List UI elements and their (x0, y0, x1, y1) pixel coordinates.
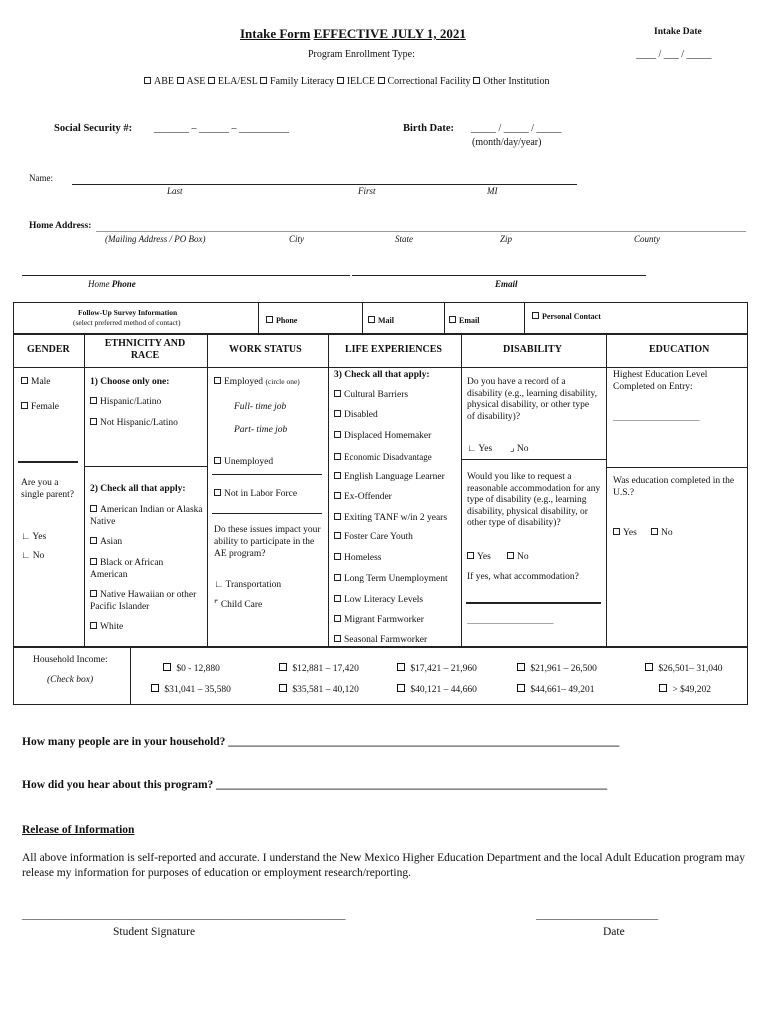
program-options (144, 76, 549, 88)
disability-divider (466, 602, 601, 604)
income-option-7[interactable]: $35,581 – 40,120 (279, 684, 359, 696)
work-unemployed[interactable]: Unemployed (214, 457, 273, 468)
checkbox-icon (651, 528, 658, 535)
life-cultural-barriers[interactable]: Cultural Barriers (334, 390, 408, 401)
checkbox-icon (21, 402, 28, 409)
education-level-question: Highest Education Level Completed on Entry: (613, 370, 708, 392)
income-option-3[interactable]: $17,421 – 21,960 (397, 663, 477, 675)
phone-label: Home Phone (88, 279, 136, 289)
checkbox-icon (214, 457, 221, 464)
checkbox-icon (334, 574, 341, 581)
form-title-main: Intake Form (240, 26, 311, 41)
home-address-field[interactable] (96, 231, 746, 232)
checkbox-icon (266, 316, 273, 323)
address-zip-label: Zip (500, 234, 513, 244)
form-title (240, 26, 466, 42)
phone-field[interactable] (22, 275, 350, 276)
barrier-child-care[interactable]: ⌜ Child Care (214, 600, 263, 610)
income-option-2[interactable]: $12,881 – 17,420 (279, 663, 359, 675)
checkbox-icon (151, 684, 159, 692)
checkbox-icon (334, 615, 341, 622)
checkbox-icon (334, 410, 341, 417)
disability-record-no[interactable]: ⌟ No (510, 444, 529, 454)
education-us-yes[interactable]: Yes (613, 528, 637, 539)
checkbox-icon (334, 390, 341, 397)
home-address-label: Home Address: (29, 221, 92, 231)
accommodation-field[interactable]: _________________________ (467, 616, 554, 625)
race-q2: 2) Check all that apply: (90, 484, 186, 494)
checkbox-icon (177, 77, 184, 84)
checkbox-icon (90, 558, 97, 565)
income-option-10[interactable]: > $49,202 (659, 684, 711, 696)
col-disability: DISABILITY (503, 344, 562, 355)
address-mailing-label: (Mailing Address / PO Box) (105, 234, 206, 244)
signature-label: Student Signature (113, 926, 196, 938)
col-ethnicity: ETHNICITY AND RACE (104, 338, 186, 361)
disability-record-question: Do you have a record of a disability (e.g., learning disability, physical disability, or other type of disability)? (467, 377, 597, 422)
release-text: All above information is self-reported and accurate. I understand the New Mexico Higher Education Department and the local Adult Education program may release my information for purposes of education or employment research/reporting. (22, 852, 745, 879)
ethnicity-hispanic[interactable]: Hispanic/Latino (90, 397, 161, 408)
checkbox-icon (208, 77, 215, 84)
checkbox-icon (507, 552, 514, 559)
checkbox-icon (334, 595, 341, 602)
checkbox-icon (397, 663, 405, 671)
ethnicity-not-hispanic[interactable]: Not Hispanic/Latino (90, 418, 178, 429)
address-state-label: State (395, 234, 413, 244)
corner-box-icon: ⌟ (510, 444, 515, 454)
name-mi-label: MI (487, 186, 498, 196)
checkbox-icon (144, 77, 151, 84)
checkbox-icon (279, 684, 287, 692)
accommodation-which-question: If yes, what accommodation? (467, 572, 579, 582)
name-first-label: First (358, 186, 376, 196)
income-option-4[interactable]: $21,961 – 26,500 (517, 663, 597, 675)
checkbox-icon (467, 552, 474, 559)
col-gender: GENDER (27, 344, 70, 355)
checkbox-icon (517, 663, 525, 671)
checkbox-icon (21, 377, 28, 384)
program-option-ela-esl[interactable]: ELA/ESL (208, 76, 258, 87)
birth-date-label: Birth Date: (403, 123, 455, 134)
life-seasonal-farmworker[interactable]: Seasonal Farmworker (334, 635, 427, 646)
income-option-9[interactable]: $44,661– 49,201 (517, 684, 595, 696)
address-city-label: City (289, 234, 304, 244)
signature-date-field[interactable]: _______________________ (536, 909, 658, 921)
work-full-time[interactable]: Full- time job (234, 402, 287, 412)
birth-date-field[interactable]: _____ / _____ / _____ (471, 123, 562, 134)
ssn-field[interactable]: _______ – ______ – __________ (154, 123, 289, 134)
checkbox-icon (645, 663, 653, 671)
referral-source-question[interactable]: How did you hear about this program? ____________________________________________________________________ (22, 779, 608, 791)
education-us-question: Was education completed in the U.S.? (613, 476, 735, 498)
checkbox-icon (90, 590, 97, 597)
checkbox-icon (334, 453, 341, 460)
gender-divider (18, 461, 78, 463)
disability-record-yes[interactable]: ∟ Yes (467, 444, 493, 454)
col-education: EDUCATION (649, 344, 710, 355)
name-field[interactable] (72, 184, 577, 185)
checkbox-icon (90, 418, 97, 425)
corner-box-icon: ∟ (21, 551, 31, 561)
followup-subtitle: (select preferred method of contact) (73, 318, 181, 327)
race-asian[interactable]: Asian (90, 537, 122, 548)
work-employed[interactable]: Employed (circle one) (214, 377, 300, 388)
life-migrant-farmworker[interactable]: Migrant Farmworker (334, 615, 424, 626)
income-row (13, 647, 748, 705)
life-english-learner[interactable]: English Language Learner (334, 472, 445, 483)
checkbox-icon (334, 492, 341, 499)
program-option-other[interactable]: Other Institution (473, 76, 549, 87)
life-displaced-homemaker[interactable]: Displaced Homemaker (334, 431, 431, 442)
life-disabled[interactable]: Disabled (334, 410, 378, 421)
checkbox-icon (260, 77, 267, 84)
race-black[interactable]: Black or African American (90, 558, 164, 580)
ethnicity-q1: 1) Choose only one: (90, 377, 170, 387)
checkbox-icon (90, 505, 97, 512)
checkbox-icon (378, 77, 385, 84)
checkbox-icon (659, 684, 667, 692)
checkbox-icon (449, 316, 456, 323)
program-option-ielce[interactable]: IELCE (337, 76, 375, 87)
checkbox-icon (334, 553, 341, 560)
gender-male[interactable]: Male (21, 377, 51, 388)
checkbox-icon (90, 537, 97, 544)
single-parent-yes[interactable]: ∟ Yes (21, 532, 47, 542)
program-enrollment-label: Program Enrollment Type: (308, 49, 415, 60)
work-impact-question: Do these issues impact your ability to participate in the AE program? (214, 525, 321, 559)
single-parent-no[interactable]: ∟ No (21, 551, 45, 561)
checkbox-icon (90, 622, 97, 629)
accommodation-yes[interactable]: Yes (467, 552, 491, 563)
checkbox-icon (334, 532, 341, 539)
income-option-6[interactable]: $31,041 – 35,580 (151, 684, 231, 696)
form-title-effective: EFFECTIVE JULY 1, 2021 (313, 26, 466, 41)
program-option-family-literacy[interactable]: Family Literacy (260, 76, 334, 87)
checkbox-icon (163, 663, 171, 671)
checkbox-icon (532, 312, 539, 319)
corner-box-icon: ⌜ (214, 600, 219, 610)
checkbox-icon (334, 472, 341, 479)
barrier-transportation[interactable]: ∟ Transportation (214, 580, 282, 590)
checkbox-icon (214, 377, 221, 384)
corner-box-icon: ∟ (467, 444, 477, 454)
release-title: Release of Information (22, 824, 135, 836)
life-homeless[interactable]: Homeless (334, 553, 381, 564)
name-last-label: Last (167, 186, 183, 196)
life-ex-offender[interactable]: Ex-Offender (334, 492, 392, 503)
checkbox-icon (397, 684, 405, 692)
address-county-label: County (634, 234, 660, 244)
checkbox-icon (334, 513, 341, 520)
corner-box-icon: ∟ (21, 532, 31, 542)
program-option-correctional[interactable]: Correctional Facility (378, 76, 471, 87)
income-option-8[interactable]: $40,121 – 44,660 (397, 684, 477, 696)
checkbox-icon (368, 316, 375, 323)
education-us-no[interactable]: No (651, 528, 673, 539)
race-white[interactable]: White (90, 622, 123, 633)
income-option-5[interactable]: $26,501– 31,040 (645, 663, 723, 675)
income-label: Household Income: (33, 655, 108, 665)
birth-date-hint: (month/day/year) (472, 137, 542, 148)
checkbox-icon (90, 397, 97, 404)
ssn-label: Social Security #: (54, 123, 133, 134)
checkbox-icon (473, 77, 480, 84)
checkbox-icon (613, 528, 620, 535)
life-long-term-unemployment[interactable]: Long Term Unemployment (334, 574, 448, 585)
work-not-in-labor-force[interactable]: Not in Labor Force (214, 489, 297, 500)
checkbox-icon (214, 489, 221, 496)
single-parent-question: Are you a single parent? (21, 478, 75, 500)
followup-email-option[interactable]: Email (449, 316, 479, 326)
name-label: Name: (29, 173, 53, 183)
checkbox-icon (334, 431, 341, 438)
accommodation-question: Would you like to request a reasonable accommodation for any type of disability (e.g., learning disability, physical disability, or other type of disability)? (467, 472, 601, 528)
col-life-experiences: LIFE EXPERIENCES (345, 344, 442, 355)
corner-box-icon: ∟ (214, 580, 224, 590)
income-option-1[interactable]: $0 - 12,880 (163, 663, 220, 675)
intake-date-label: Intake Date (654, 27, 702, 37)
education-level-field[interactable]: _________________________ (613, 413, 700, 422)
life-foster-care[interactable]: Foster Care Youth (334, 532, 413, 543)
race-native-hawaiian[interactable]: Native Hawaiian or other Pacific Islander (90, 590, 197, 612)
followup-title: Follow-Up Survey Information (78, 308, 178, 317)
intake-date-field[interactable]: ____ / ___ / _____ (636, 49, 712, 60)
household-size-question[interactable]: How many people are in your household? ____________________________________________________________________ (22, 736, 620, 748)
gender-female[interactable]: Female (21, 402, 59, 413)
life-question: 3) Check all that apply: (334, 370, 430, 380)
followup-personal-option[interactable]: Personal Contact (532, 312, 601, 322)
program-option-ase[interactable]: ASE (177, 76, 206, 87)
accommodation-no[interactable]: No (507, 552, 529, 563)
email-label: Email (495, 279, 518, 289)
checkbox-icon (517, 684, 525, 692)
signature-date-label: Date (603, 926, 625, 938)
signature-field[interactable]: _____________________________________________________________ (22, 909, 346, 921)
followup-mail-option[interactable]: Mail (368, 316, 394, 326)
checkbox-icon (279, 663, 287, 671)
checkbox-icon (334, 635, 341, 642)
email-field[interactable] (352, 275, 646, 276)
work-part-time[interactable]: Part- time job (234, 425, 288, 435)
checkbox-icon (337, 77, 344, 84)
life-low-literacy[interactable]: Low Literacy Levels (334, 595, 423, 606)
income-hint: (Check box) (47, 675, 94, 685)
race-american-indian[interactable]: American Indian or Alaska Native (90, 505, 203, 527)
followup-phone-option[interactable]: Phone (266, 316, 297, 326)
life-exiting-tanf[interactable]: Exiting TANF w/in 2 years (334, 513, 447, 524)
program-option-abe[interactable]: ABE (144, 76, 174, 87)
col-work-status: WORK STATUS (229, 344, 302, 355)
life-economic-disadvantage[interactable]: Economic Disadvantage (334, 452, 432, 463)
